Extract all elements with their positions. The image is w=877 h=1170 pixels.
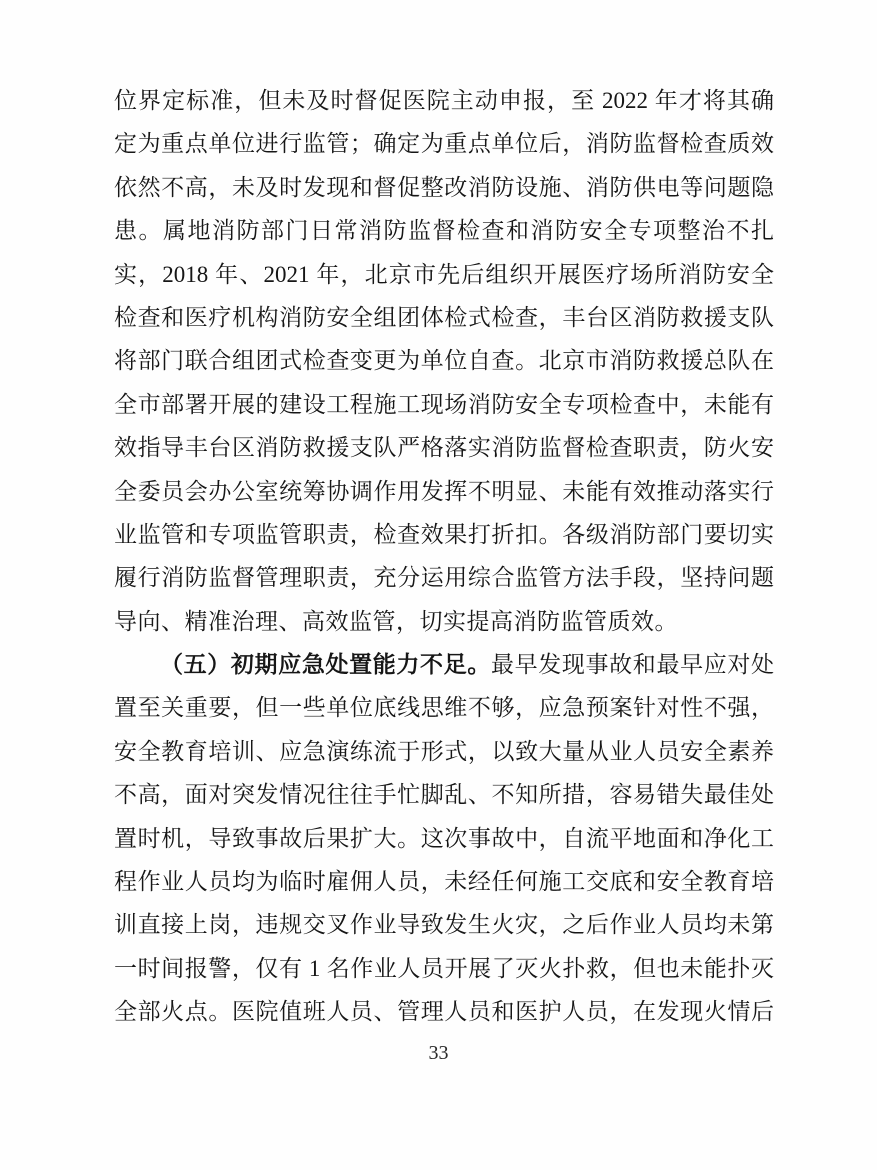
text-line: 依然不高，未及时发现和督促整改消防设施、消防供电等问题隐	[114, 174, 774, 200]
text-line: 置时机，导致事故后果扩大。这次事故中，自流平地面和净化工	[114, 825, 774, 851]
section-heading: （五）初期应急处置能力不足。	[160, 652, 491, 678]
text-line: 安全教育培训、应急演练流于形式，以致大量从业人员安全素养	[114, 738, 774, 764]
text-line: 全部火点。医院值班人员、管理人员和医护人员，在发现火情后	[114, 999, 774, 1025]
text-line: 置至关重要，但一些单位底线思维不够，应急预案针对性不强，	[114, 695, 774, 721]
paragraph-body	[114, 686, 774, 1033]
text-line: 实，2018 年、2021 年，北京市先后组织开展医疗场所消防安全	[114, 261, 774, 287]
text-line: 将部门联合组团式检查变更为单位自查。北京市消防救援总队在	[114, 348, 774, 374]
section-heading-line-rest: 最早发现事故和最早应对处	[490, 652, 774, 678]
text-line: 业监管和专项监管职责，检查效果打折扣。各级消防部门要切实	[114, 521, 774, 547]
text-line: 定为重点单位进行监管；确定为重点单位后，消防监督检查质效	[114, 131, 774, 157]
text-line: 全市部署开展的建设工程施工现场消防安全专项检查中，未能有	[114, 391, 774, 417]
text-line: 全委员会办公室统筹协调作用发挥不明显、未能有效推动落实行	[114, 478, 774, 504]
text-line: 履行消防监督管理职责，充分运用综合监管方法手段，坚持问题	[114, 565, 774, 591]
section-heading-line	[114, 643, 774, 686]
text-line: 检查和医疗机构消防安全组团体检式检查，丰台区消防救援支队	[114, 304, 774, 330]
document-body	[114, 79, 774, 1034]
page-number: 33	[428, 1042, 449, 1064]
text-line: 效指导丰台区消防救援支队严格落实消防监督检查职责，防火安	[114, 435, 774, 461]
text-line: 训直接上岗，违规交叉作业导致发生火灾，之后作业人员均未第	[114, 912, 774, 938]
paragraph-last-line: 导向、精准治理、高效监管，切实提高消防监管质效。	[114, 608, 678, 634]
text-line: 不高，面对突发情况往往手忙脚乱、不知所措，容易错失最佳处	[114, 782, 774, 808]
paragraph-continuation	[114, 79, 774, 600]
text-line: 位界定标准，但未及时督促医院主动申报，至 2022 年才将其确	[114, 88, 774, 113]
text-line: 患。属地消防部门日常消防监督检查和消防安全专项整治不扎	[114, 218, 774, 244]
text-line: 一时间报警，仅有 1 名作业人员开展了灭火扑救，但也未能扑灭	[114, 955, 774, 981]
text-line: 程作业人员均为临时雇佣人员，未经任何施工交底和安全教育培	[114, 869, 774, 895]
